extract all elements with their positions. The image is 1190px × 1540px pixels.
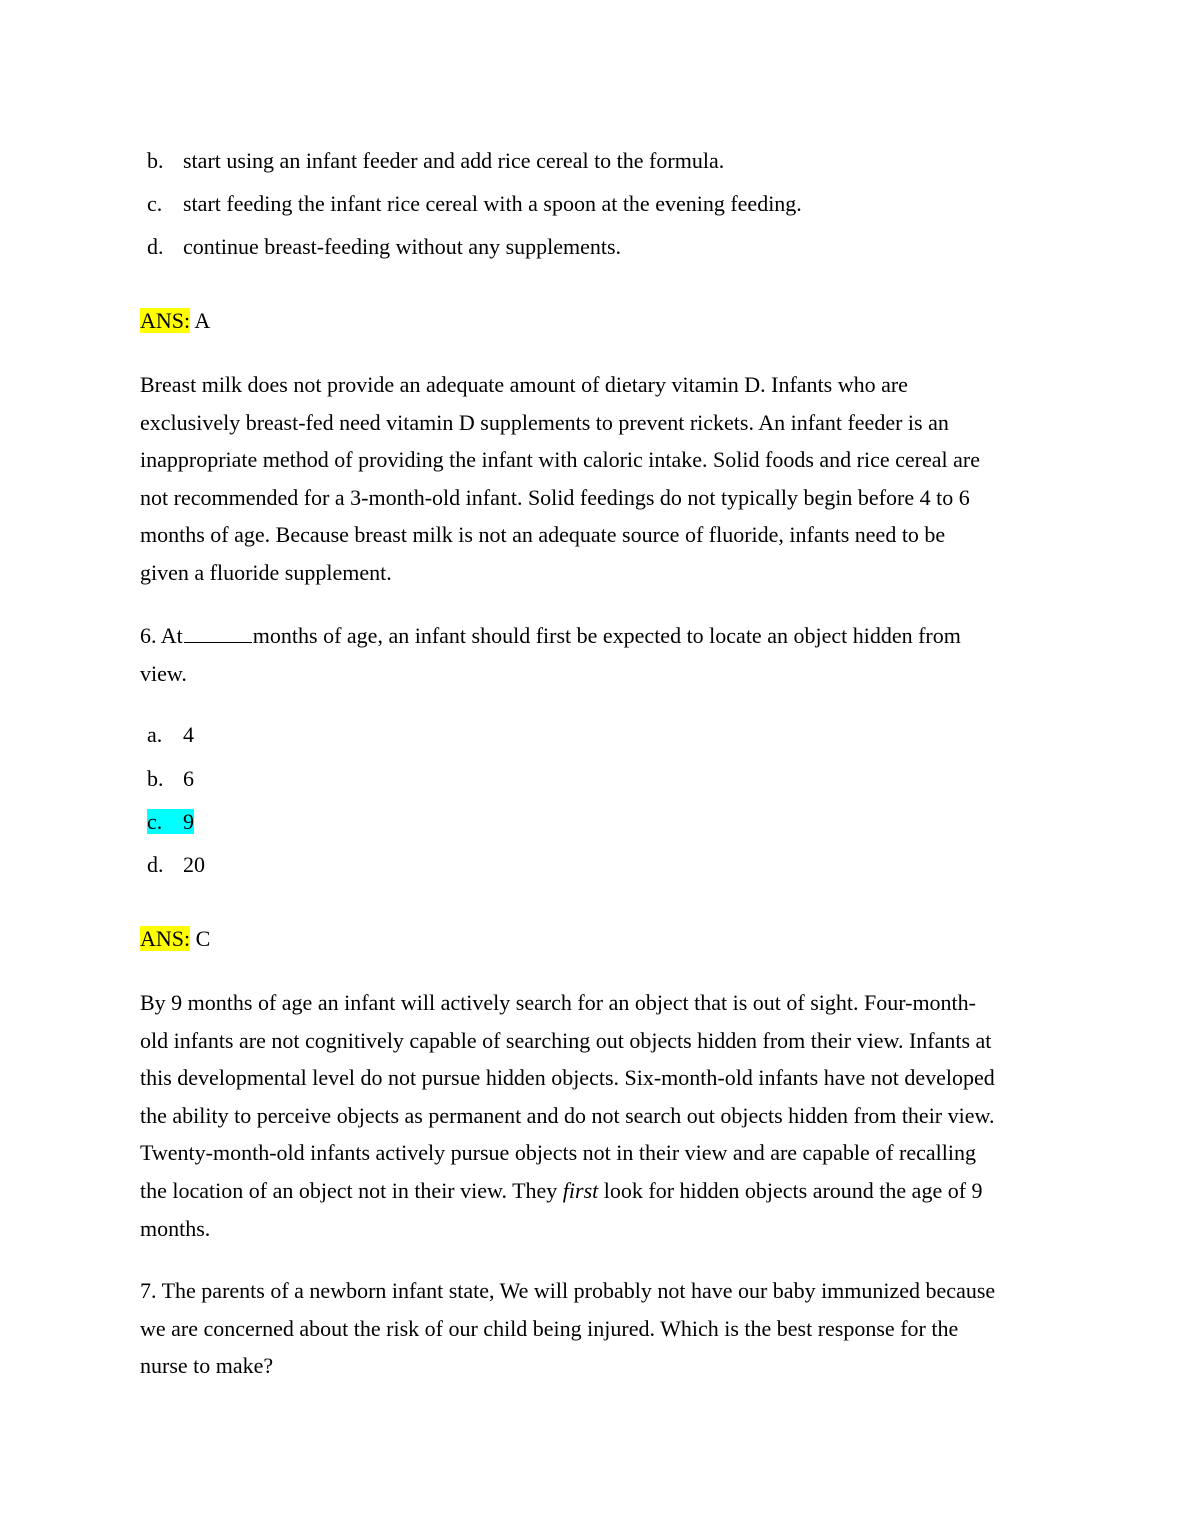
rationale-text: the location of an object not in their view. They — [140, 1177, 558, 1203]
option-text: start feeding the infant rice cereal with a spoon at the evening feeding. — [183, 191, 802, 216]
answer-value: A — [194, 308, 211, 333]
rationale-line: inappropriate method of providing the infant with caloric intake. Solid foods and rice cereal are — [140, 447, 980, 473]
emphasis-text: first — [562, 1177, 599, 1203]
option-letter: c. — [147, 191, 163, 216]
option-text: start using an infant feeder and add rice cereal to the formula. — [183, 148, 725, 173]
option-letter: c. — [147, 809, 163, 834]
q5-option-b — [147, 148, 724, 174]
answer-label: ANS: — [140, 308, 191, 333]
q6-stem-line-2: view. — [140, 660, 187, 686]
q6-answer — [140, 926, 210, 952]
option-text: 20 — [183, 852, 205, 877]
rationale-line: months of age. Because breast milk is not an adequate source of fluoride, infants need to be — [140, 522, 946, 548]
q6-stem — [140, 617, 1050, 692]
q5-option-d — [147, 234, 621, 260]
rationale-line: Breast milk does not provide an adequate amount of dietary vitamin D. Infants who are — [140, 372, 908, 397]
q6-stem-line-1 — [140, 617, 1050, 655]
option-letter: b. — [147, 766, 164, 791]
rationale-line: given a fluoride supplement. — [140, 559, 392, 585]
option-letter: b. — [147, 148, 164, 173]
q7-line: nurse to make? — [140, 1353, 274, 1379]
fill-in-blank — [184, 624, 252, 643]
rationale-text: look for hidden objects around the age of 9 — [603, 1177, 983, 1203]
rationale-line: not recommended for a 3-month-old infant. Solid feedings do not typically begin before 4 to 6 — [140, 484, 970, 510]
q7-stem — [140, 1272, 1050, 1385]
q6-suffix: months of age, an infant should first be expected to locate an object hidden from — [252, 623, 961, 648]
option-text: continue breast-feeding without any supplements. — [183, 234, 622, 259]
answer-label: ANS: — [140, 926, 191, 951]
rationale-line — [140, 1172, 1050, 1210]
q7-line: we are concerned about the risk of our child being injured. Which is the best response for the — [140, 1315, 959, 1341]
option-text: 6 — [183, 766, 194, 791]
rationale-line: months. — [140, 1215, 211, 1241]
rationale-line: By 9 months of age an infant will actively search for an object that is out of sight. Four-month- — [140, 990, 976, 1015]
q6-option-c — [147, 809, 194, 835]
rationale-line: Twenty-month-old infants actively pursue objects not in their view and are capable of recalling — [140, 1140, 977, 1166]
option-letter: d. — [147, 852, 164, 877]
q6-option-d — [147, 852, 205, 878]
q6-option-a — [147, 722, 194, 748]
answer-value: C — [195, 926, 211, 951]
rationale-line: old infants are not cognitively capable of searching out objects hidden from their view. Infants at — [140, 1027, 992, 1053]
correct-option-highlight — [147, 809, 194, 834]
q5-option-c — [147, 191, 802, 217]
option-letter: a. — [147, 722, 163, 747]
rationale-line: the ability to perceive objects as permanent and do not search out objects hidden from their view. — [140, 1102, 995, 1128]
rationale-line: exclusively breast-fed need vitamin D supplements to prevent rickets. An infant feeder is an — [140, 409, 949, 435]
q7-line: 7. The parents of a newborn infant state, We will probably not have our baby immunized because — [140, 1278, 996, 1303]
q6-rationale — [140, 984, 1050, 1247]
option-letter: d. — [147, 234, 164, 259]
option-text: 9 — [183, 809, 194, 834]
q5-answer — [140, 308, 210, 334]
q6-prefix: 6. At — [140, 623, 183, 648]
rationale-line: this developmental level do not pursue hidden objects. Six-month-old infants have not developed — [140, 1065, 995, 1091]
q6-option-b — [147, 766, 194, 792]
q5-rationale — [140, 366, 1050, 592]
option-text: 4 — [183, 722, 194, 747]
